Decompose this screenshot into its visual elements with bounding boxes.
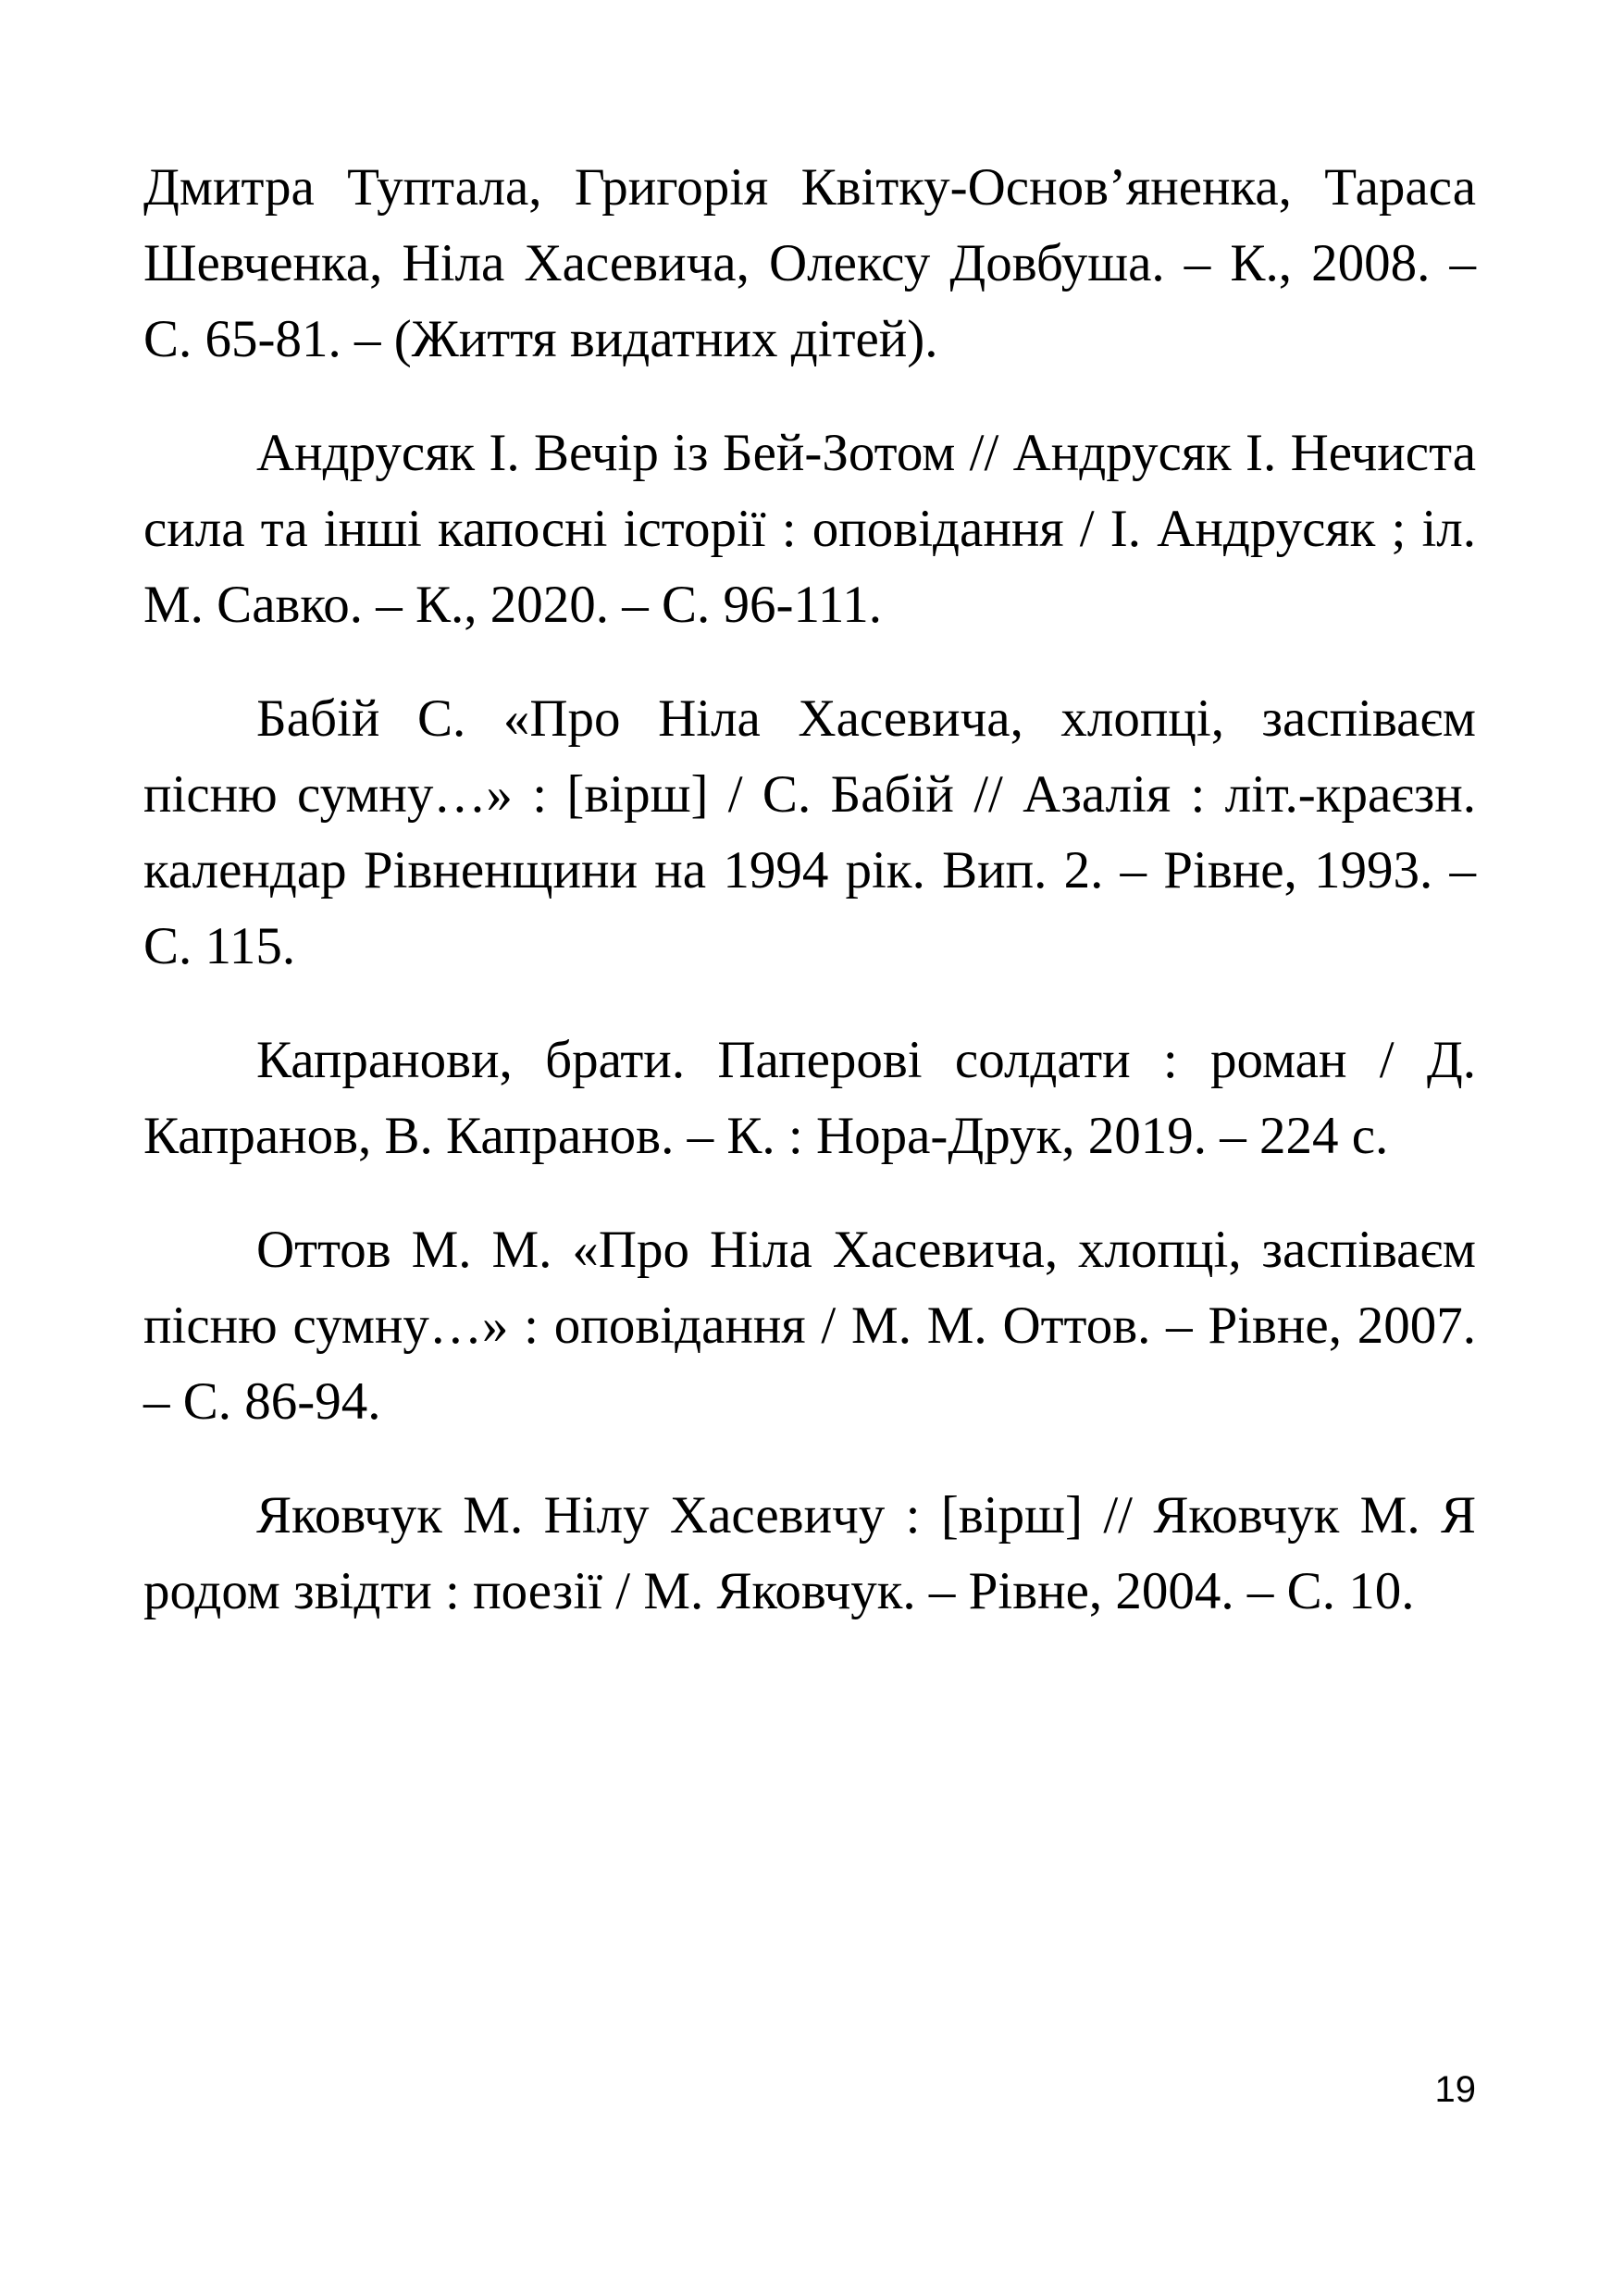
page-number: 19 xyxy=(1434,2069,1476,2110)
bibliography-entry-yakovchuk: Яковчук М. Нілу Хасевичу : [вірш] // Яковчук М. Я родом звідти : поезії / М. Яковчук. – Рівне, 2004. – С. 10. xyxy=(143,1486,1476,1620)
bibliography-entry-ottov: Оттов М. М. «Про Ніла Хасевича, хлопці, заспіваєм пісню сумну…» : оповідання / М. М. Оттов. – Рівне, 2007. – С. 86-94. xyxy=(143,1221,1476,1431)
bibliography-entry-kapranovy: Капранови, брати. Паперові солдати : роман / Д. Капранов, В. Капранов. – К. : Нора-Друк, 2019. – 224 с. xyxy=(143,1031,1476,1165)
bibliography-entry-babii: Бабій С. «Про Ніла Хасевича, хлопці, заспіваєм пісню сумну…» : [вірш] / С. Бабій // Азалія : літ.-краєзн. календар Рівненщини на 1994 рік. Вип. 2. – Рівне, 1993. – С. 115. xyxy=(143,689,1476,975)
bibliography-entry-andrusiak: Андрусяк І. Вечір із Бей-Зотом // Андрусяк І. Нечиста сила та інші капосні історії : оповідання / І. Андрусяк ; іл. М. Савко. – К., 2020. – С. 96-111. xyxy=(143,424,1476,634)
bibliography-entry-continued: Дмитра Туптала, Григорія Квітку-Основ’яненка, Тараса Шевченка, Ніла Хасевича, Олексу Довбуша. – К., 2008. – С. 65-81. – (Життя видатних дітей). xyxy=(143,158,1476,368)
bibliography-list xyxy=(143,150,1476,1630)
